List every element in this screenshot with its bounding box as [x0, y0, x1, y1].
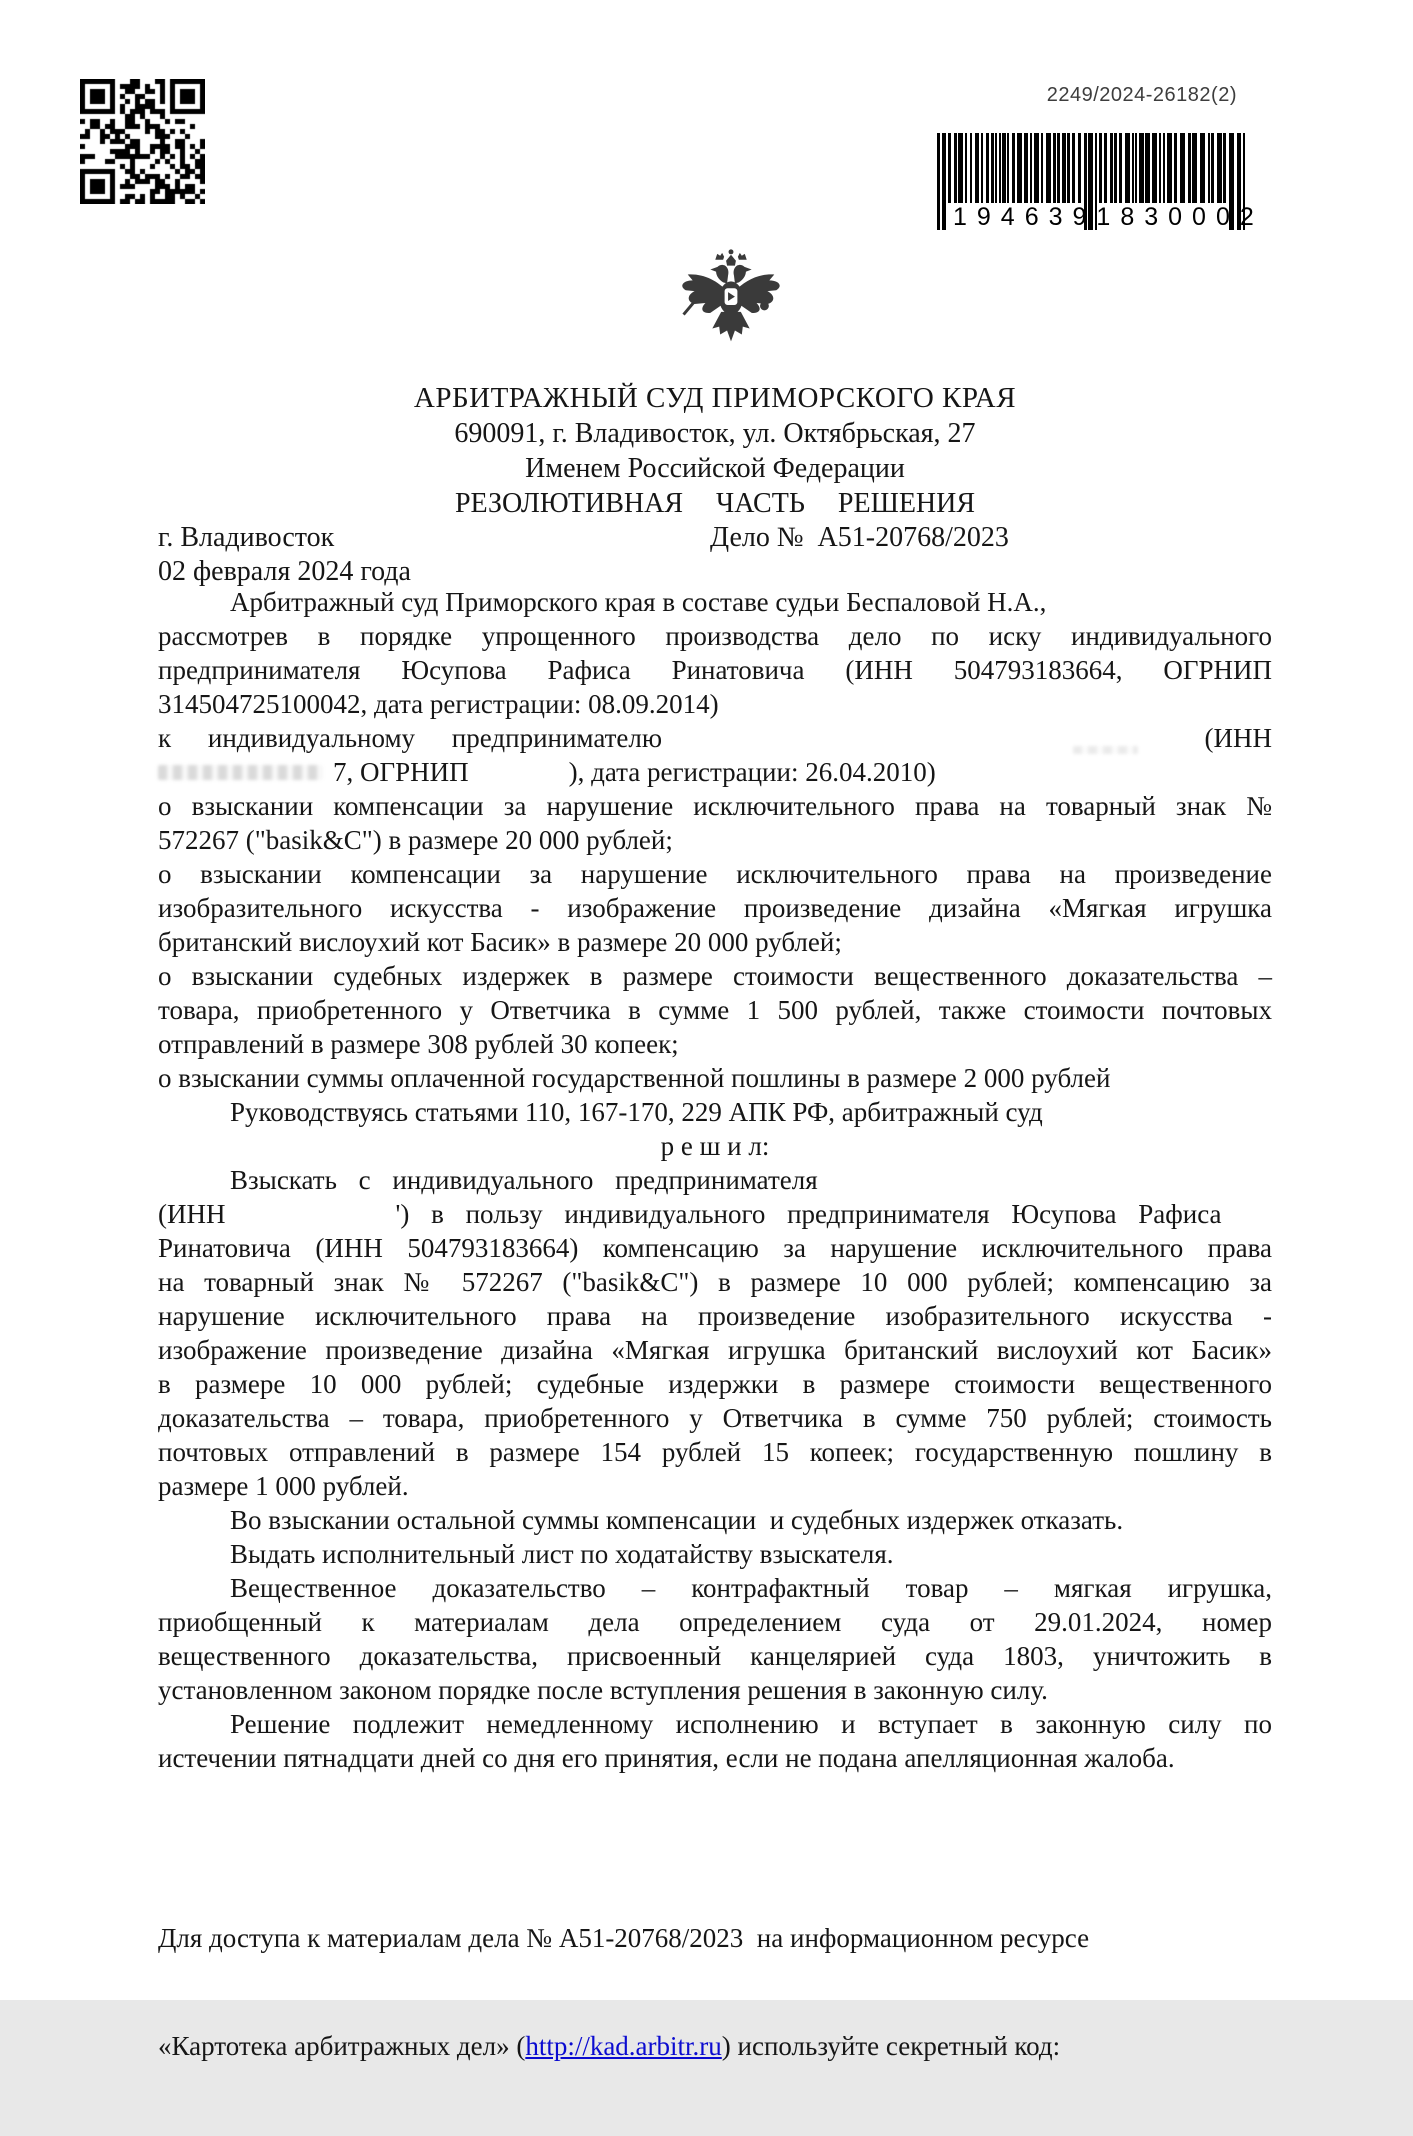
body-line: 572267 ("basik&C") в размере 20 000 рублей;: [158, 825, 673, 855]
body-line: почтовых отправлений в размере 154 рублей 15 копеек; государственную пошлину в: [158, 1437, 1272, 1467]
body-line: 314504725100042, дата регистрации: 08.09.2014): [158, 689, 719, 719]
body-line: установленном законом порядке после вступления решения в законную силу.: [158, 1675, 1048, 1705]
redaction-smudge: [1073, 746, 1138, 754]
body-line: изобразительного искусства - изображение произведение дизайна «Мягкая игрушка: [158, 893, 1272, 923]
footer-line-1: Для доступа к материалам дела № А51-20768/2023 на информационном ресурсе: [158, 1923, 1090, 1953]
document-type-title: РЕЗОЛЮТИВНАЯ ЧАСТЬ РЕШЕНИЯ: [454, 488, 976, 519]
body-line-redacted: Взыскать с индивидуального предпринимателя: [230, 1165, 818, 1195]
resolution-heading: р е ш и л:: [660, 1131, 770, 1161]
body-line: рассмотрев в порядке упрощенного производства дело по иску индивидуального: [158, 621, 1272, 651]
body-text: к индивидуальному предпринимателю: [158, 723, 663, 753]
in-the-name-line: Именем Российской Федерации: [525, 453, 905, 484]
body-line: отправлений в размере 308 рублей 30 копеек;: [158, 1029, 679, 1059]
body-line: о взыскании компенсации за нарушение исключительного права на товарный знак №: [158, 791, 1272, 821]
barcode: [937, 133, 1264, 239]
body-line: товара, приобретенного у Ответчика в сумме 1 500 рублей, также стоимости почтовых: [158, 995, 1272, 1025]
russia-coat-of-arms-icon: [672, 243, 790, 361]
body-line-redacted: [158, 755, 1272, 789]
footer-line-2: [158, 2028, 1272, 2064]
body-line: Арбитражный суд Приморского края в составе судьи Беспаловой Н.А.,: [230, 587, 1047, 617]
body-line-redacted: [158, 721, 1272, 755]
kad-arbitr-link[interactable]: http://kad.arbitr.ru: [525, 2031, 722, 2061]
court-address: 690091, г. Владивосток, ул. Октябрьская, 27: [454, 418, 976, 449]
body-line: предпринимателя Юсупова Рафиса Ринатовича (ИНН 504793183664, ОГРНИП: [158, 655, 1272, 685]
body-line: о взыскании судебных издержек в размере стоимости вещественного доказательства –: [158, 961, 1272, 991]
qr-code: [80, 79, 205, 204]
body-line: Руководствуясь статьями 110, 167-170, 229 АПК РФ, арбитражный суд: [230, 1097, 1043, 1127]
footer-note: [158, 1848, 1272, 2136]
body-line: на товарный знак № 572267 ("basik&C") в размере 10 000 рублей; компенсацию за: [158, 1267, 1272, 1297]
body-line: вещественного доказательства, присвоенный канцелярией суда 1803, уничтожить в: [158, 1641, 1272, 1671]
barcode-digits: 1946391830002: [953, 203, 1264, 231]
body-text: ') в пользу индивидуального предпринимателя Юсупова Рафиса: [395, 1199, 1222, 1229]
body-line: изображение произведение дизайна «Мягкая игрушка британский вислоухий кот Басик»: [158, 1335, 1272, 1365]
body-line: приобщенный к материалам дела определением суда от 29.01.2024, номер: [158, 1607, 1272, 1637]
redaction-smudge: [158, 765, 323, 780]
case-number: Дело № А51-20768/2023: [710, 522, 1009, 553]
body-line: Выдать исполнительный лист по ходатайству взыскателя.: [230, 1539, 894, 1569]
body-line: о взыскании суммы оплаченной государственной пошлины в размере 2 000 рублей: [158, 1063, 1111, 1093]
body-line: истечении пятнадцати дней со дня его принятия, если не подана апелляционная жалоба.: [158, 1743, 1175, 1773]
footer-line-2-suffix: ) используйте секретный код:: [721, 2031, 1061, 2061]
body-text: (ИНН: [158, 1199, 226, 1229]
body-line: в размере 10 000 рублей; судебные издержки в размере стоимости вещественного: [158, 1369, 1272, 1399]
body-line: Вещественное доказательство – контрафактный товар – мягкая игрушка,: [230, 1573, 1272, 1603]
body-line: нарушение исключительного права на произведение изобразительного искусства -: [158, 1301, 1272, 1331]
body-line: доказательства – товара, приобретенного у Ответчика в сумме 750 рублей; стоимость: [158, 1403, 1272, 1433]
body-line: Решение подлежит немедленному исполнению и вступает в законную силу по: [230, 1709, 1272, 1739]
document-header: [158, 381, 1272, 521]
document-stamp-number: 2249/2024-26182(2): [1046, 84, 1237, 106]
body-line: Ринатовича (ИНН 504793183664) компенсацию за нарушение исключительного права: [158, 1233, 1272, 1263]
body-text: ), дата регистрации: 26.04.2010): [568, 757, 936, 787]
court-name: АРБИТРАЖНЫЙ СУД ПРИМОРСКОГО КРАЯ: [413, 382, 1017, 414]
place-line: г. Владивосток: [158, 522, 335, 553]
body-text: (ИНН: [1204, 723, 1272, 753]
body-line: размере 1 000 рублей.: [158, 1471, 409, 1501]
decision-date: 02 февраля 2024 года: [158, 556, 411, 587]
body-text: 7, ОГРНИП: [333, 757, 469, 787]
body-line: о взыскании компенсации за нарушение исключительного права на произведение: [158, 859, 1272, 889]
body-line: британский вислоухий кот Басик» в размере 20 000 рублей;: [158, 927, 842, 957]
body-line-redacted: [158, 1197, 1272, 1231]
body-line: Во взыскании остальной суммы компенсации и судебных издержек отказать.: [230, 1505, 1124, 1535]
decision-body: [158, 585, 1272, 1775]
case-meta-row: [158, 521, 1272, 555]
footer-line-2-prefix: «Картотека арбитражных дел» (: [158, 2031, 526, 2061]
